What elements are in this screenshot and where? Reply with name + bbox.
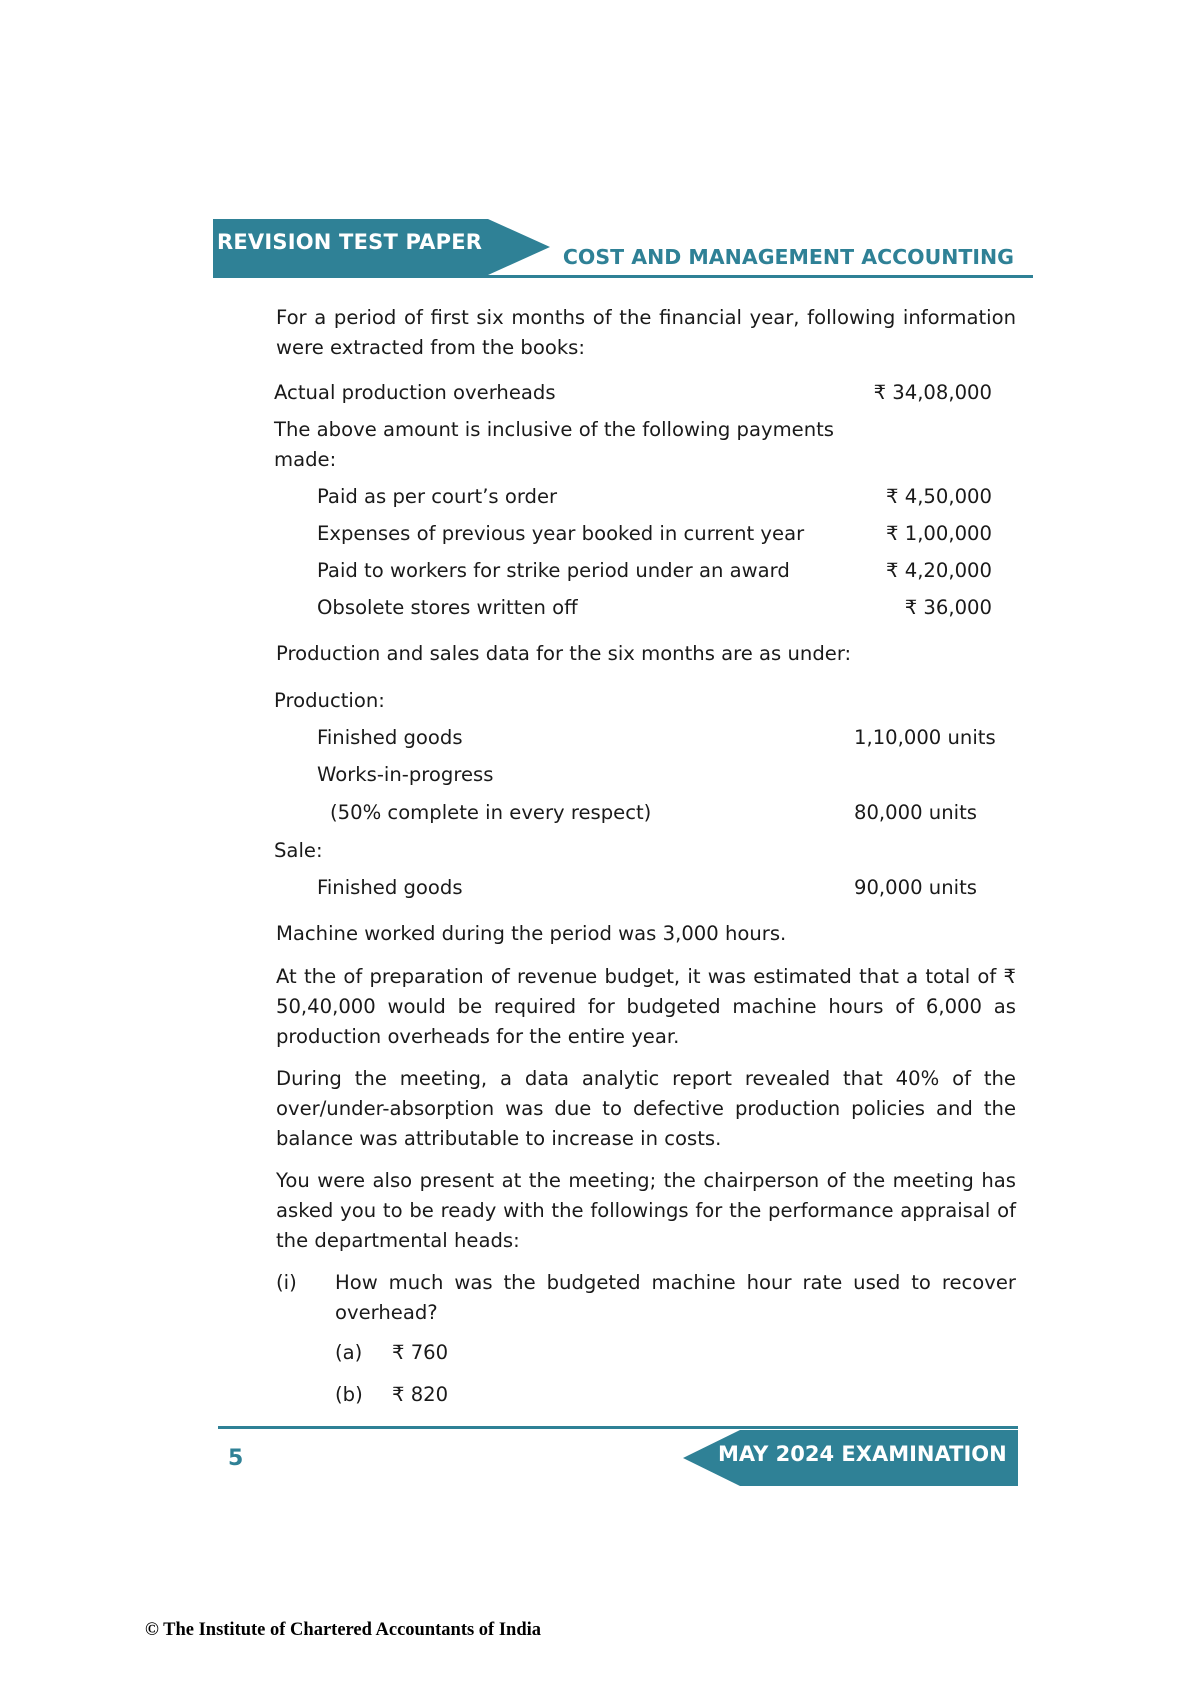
overheads-amount: ₹ 34,08,000 [873,381,992,404]
meeting-paragraph: During the meeting, a data analytic report revealed that 40% of the over/under-absorption was due to defective production policies and the balance was attributable to increase in costs. [276,1067,1016,1150]
production-finished-label: Finished goods [317,726,463,749]
question-number: (i) [276,1271,297,1294]
production-sales-intro: Production and sales data for the six months are as under: [276,642,852,665]
option-label: (b) [335,1383,363,1406]
payment-item-amount: ₹ 4,20,000 [886,559,992,582]
payment-item-amount: ₹ 1,00,000 [886,522,992,545]
option-value: ₹ 760 [392,1341,449,1364]
option-label: (a) [335,1341,363,1364]
payment-item-amount: ₹ 4,50,000 [886,485,992,508]
footer-divider [218,1426,1018,1429]
sale-heading: Sale: [274,839,323,862]
payment-item-label: Expenses of previous year booked in current year [317,522,805,545]
chairperson-paragraph: You were also present at the meeting; the chairperson of the meeting has asked you to be ready with the followings for the performance appraisal of the departmental heads: [276,1169,1016,1252]
production-wip-note: (50% complete in every respect) [330,801,652,824]
option-value: ₹ 820 [392,1383,449,1406]
page-number: 5 [228,1446,244,1471]
header-title: REVISION TEST PAPER [217,230,483,254]
machine-hours-text: Machine worked during the period was 3,000 hours. [276,922,787,945]
sale-finished-label: Finished goods [317,876,463,899]
production-finished-value: 1,10,000 units [854,726,996,749]
question-text: How much was the budgeted machine hour rate used to recover overhead? [335,1271,1016,1324]
budget-paragraph: At the of preparation of revenue budget, it was estimated that a total of ₹ 50,40,000 would be required for budgeted machine hours of 6,000 as production overheads for the entire year. [276,965,1016,1048]
intro-paragraph: For a period of first six months of the financial year, following information were extracted from the books: [276,306,1016,359]
payment-item-label: Paid to workers for strike period under an award [317,559,790,582]
overheads-note: The above amount is inclusive of the following payments made: [274,418,835,471]
header-banner-arrow [488,219,550,275]
production-heading: Production: [274,689,385,712]
footer-exam-label: MAY 2024 EXAMINATION [718,1442,1007,1466]
overheads-label: Actual production overheads [274,381,556,404]
header-divider [213,275,1033,278]
payment-item-label: Obsolete stores written off [317,596,578,619]
production-wip-label: Works-in-progress [317,763,494,786]
production-wip-value: 80,000 units [854,801,977,824]
copyright-notice: © The Institute of Chartered Accountants of India [145,1620,542,1640]
payment-item-label: Paid as per court’s order [317,485,558,508]
header-subject: COST AND MANAGEMENT ACCOUNTING [562,245,1014,269]
sale-finished-value: 90,000 units [854,876,977,899]
payment-item-amount: ₹ 36,000 [904,596,992,619]
